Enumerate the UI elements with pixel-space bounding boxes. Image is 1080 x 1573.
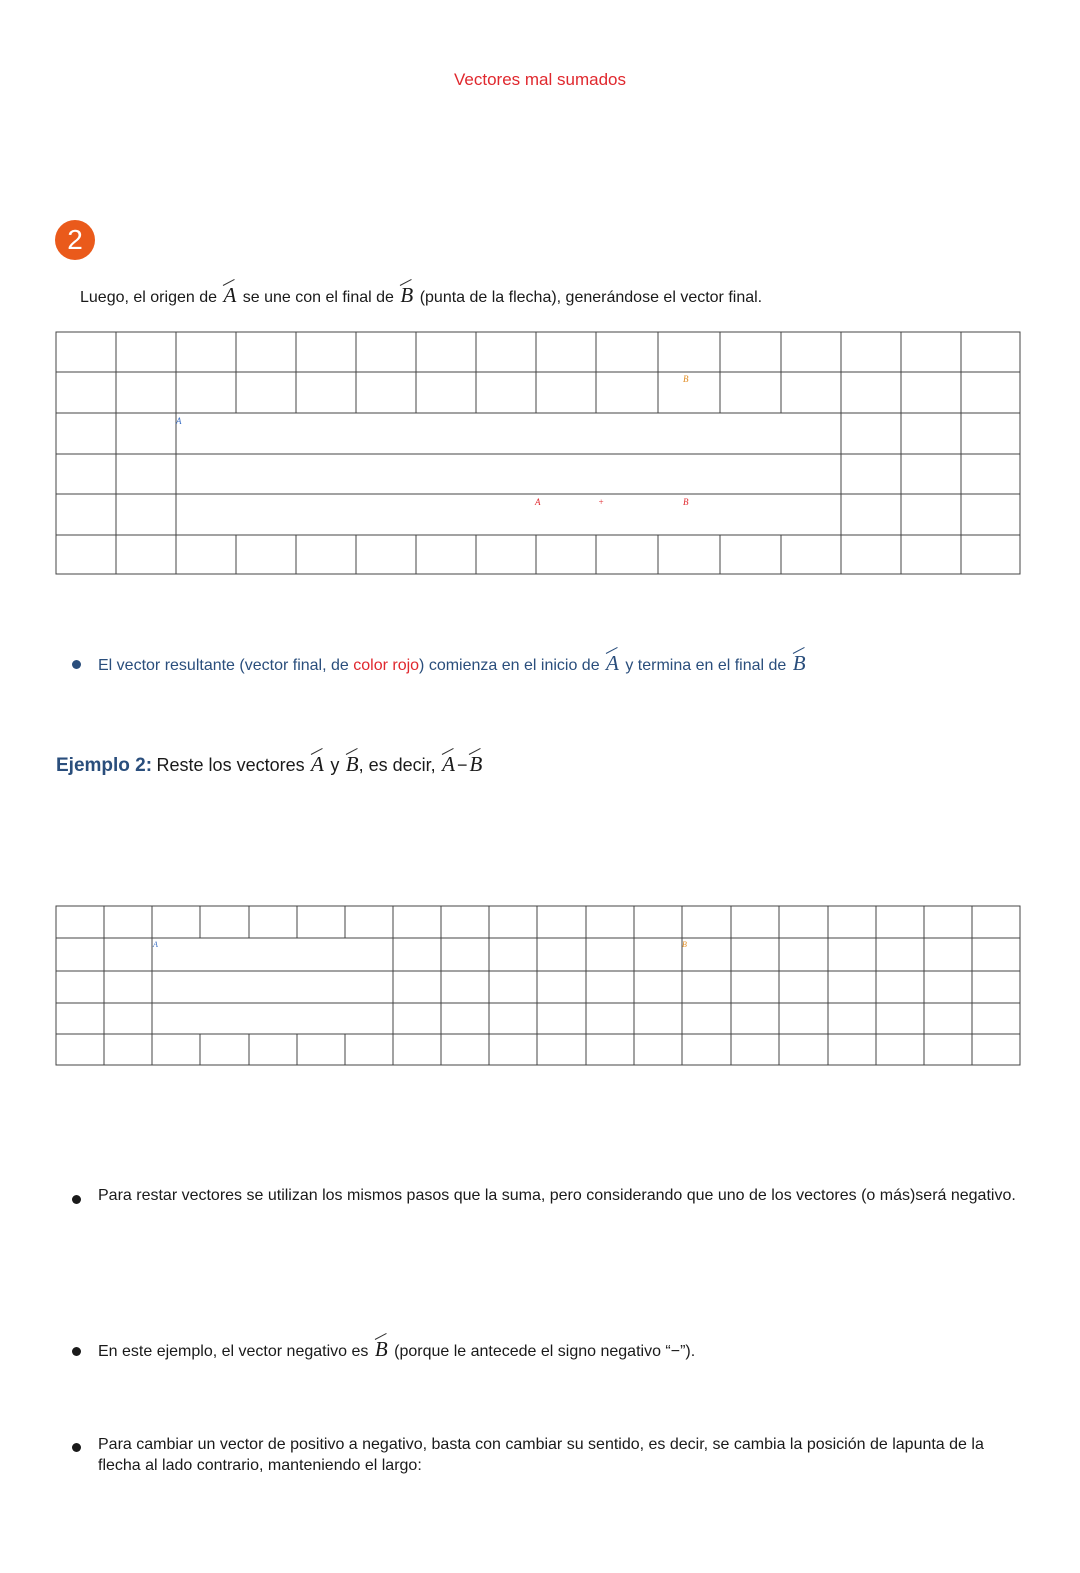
grid1-label-b-top: B <box>683 374 689 384</box>
example-2-and: y <box>330 755 340 775</box>
bullet-1-part-1: El vector resultante (vector final, de <box>98 657 354 674</box>
example-2-label: Ejemplo 2: <box>56 755 153 776</box>
example-2-part-2: , es decir, <box>358 755 436 775</box>
bullet-1-vector-a: A <box>606 651 619 675</box>
bullet-1-part-2: ) comienza en el inicio de <box>419 657 600 674</box>
bullet-dot-2 <box>72 1195 81 1204</box>
bullet-1-part-3: y termina en el final de <box>625 657 787 674</box>
grid1-plus-sign: + <box>598 497 605 507</box>
bullet-4-line-1: Para cambiar un vector de positivo a negativo, basta con cambiar su sentido, es decir, se cambia la posición de lapunta de la <box>98 1436 984 1453</box>
bullet-3-part-1: En este ejemplo, el vector negativo es <box>98 1343 369 1360</box>
bullet-3-vector-b: B <box>374 1337 388 1361</box>
bullet-dot-4 <box>72 1443 81 1452</box>
grid1-label-b-sum: B <box>683 497 689 507</box>
grid2-label-a: A <box>153 940 158 949</box>
bullet-3-text <box>98 1337 695 1362</box>
bullet-dot-3 <box>72 1347 81 1356</box>
bullet-4-line-2: flecha al lado contrario, manteniendo el largo: <box>98 1457 422 1474</box>
vector-a-symbol: A <box>223 283 237 307</box>
bullet-1-vector-b: B <box>792 651 806 675</box>
example-2-minus-sign: − <box>456 755 468 775</box>
bullet-dot-1 <box>72 660 81 669</box>
example-2-part-1: Reste los vectores <box>156 755 305 775</box>
grid2-border <box>56 906 1020 1065</box>
intro-part-3: (punta de la flecha), generándose el vector final. <box>419 289 763 306</box>
grid1-label-a: A <box>176 416 182 426</box>
grid1-label-a-sum: A <box>535 497 541 507</box>
bullet-2-text: Para restar vectores se utilizan los mismos pasos que la suma, pero considerando que uno de los vectores (o más)será negativo. <box>98 1187 1016 1204</box>
example-2-vector-b: B <box>345 752 359 776</box>
intro-part-2: se une con el final de <box>242 289 394 306</box>
intro-part-1: Luego, el origen de <box>80 289 217 306</box>
bullet-3-part-2: (porque le antecede el signo negativo “−”). <box>394 1343 696 1360</box>
bullet-1-red-text: color rojo <box>353 657 420 674</box>
example-2-vector-a: A <box>311 752 324 776</box>
vector-b-symbol: B <box>400 283 414 307</box>
bullet-1-text <box>98 651 808 676</box>
example-2-vector-a-2: A <box>442 752 455 776</box>
example-2-vector-b-2: B <box>469 752 483 776</box>
example-2-heading <box>56 752 484 777</box>
page-title: Vectores mal sumados <box>454 70 626 89</box>
grid1-border <box>56 332 1020 574</box>
step-number-badge: 2 <box>55 220 95 260</box>
grid2-label-b: B <box>682 940 687 949</box>
